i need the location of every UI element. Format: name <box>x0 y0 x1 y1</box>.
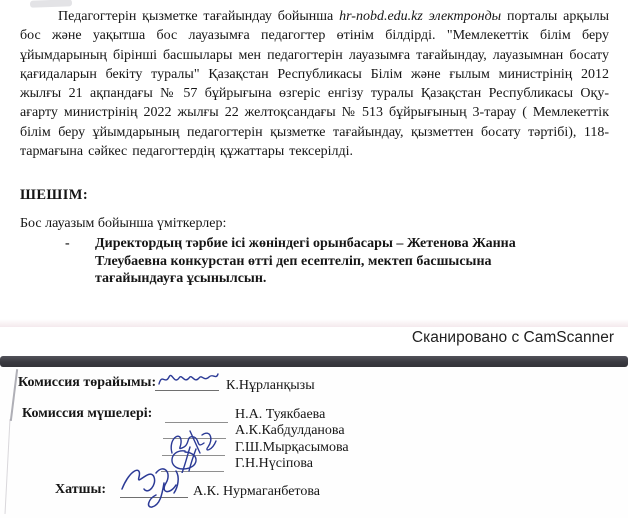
secretary-signature-icon <box>118 461 192 509</box>
camscanner-watermark: Сканировано с CamScanner <box>411 329 614 346</box>
paragraph-text-2: порталы арқылы бос және уақытша бос лауазымға педагогтер өтінім білдірді. "Мемлекеттік білім беру ұйымдарының бірінші басшылары мен педагогтерін лауазымға тағайындау, лауазымнан босату қағидаларын бекіту туралы" Қазақстан Республикасы Білім және ғылым министрінің 2012 жылғы 21 ақпандағы № 57 бұйрығына өзгеріс енгізу туралы Қазақстан Республикасы Оқу-ағарту министрінің 2022 жылғы 22 желтоқсандағы № 513 бұйрығының 3-тарау ( Мемлекеттік білім беру ұйымдарының педагогтерін қызметке тағайындау, қызметтен босату тәртібі), 118-тармағына сәйкес педагогтердің құжаттары тексерілді. <box>20 9 609 160</box>
list-dash: - <box>65 236 70 251</box>
member-signature-line <box>165 408 228 423</box>
paragraph-italic-url: hr-nobd.edu.kz электронды <box>339 9 502 24</box>
decision-item-text: Директордың тәрбие ісі жөніндегі орынбасары – Жетенова Жанна Тлеубаевна конкурстан өтті деп есептеліп, мектеп басшысына тағайындауға ұсынылсын. <box>95 236 516 287</box>
chair-name: К.Нұрланқызы <box>226 378 315 393</box>
main-paragraph <box>20 7 609 161</box>
secretary-label: Хатшы: <box>55 482 107 497</box>
decision-intro: Бос лауазым бойынша үміткерлер: <box>20 216 227 231</box>
page-fold-artifact <box>10 369 18 421</box>
secretary-name: А.К. Нурмаганбетова <box>193 484 320 499</box>
scan-divider-bar <box>0 356 628 367</box>
paragraph-text-1: Педагогтерін қызметке тағайындау бойынша <box>58 9 340 24</box>
member-name: Г.Н.Нүсіпова <box>235 456 313 471</box>
member-name: Г.Ш.Мырқасымова <box>235 440 349 455</box>
decision-list-item <box>65 235 567 288</box>
member-name: Н.А. Туякбаева <box>235 407 326 422</box>
scan-page-2 <box>0 367 628 518</box>
members-label: Комиссия мүшелері: <box>22 406 153 421</box>
scan-edge-smudge <box>0 319 628 327</box>
page-fold-artifact <box>5 419 11 514</box>
member-name: А.К.Кабдулданова <box>235 423 345 438</box>
chair-label: Комиссия төрайымы: <box>18 375 157 390</box>
chair-signature-icon <box>156 368 220 390</box>
decision-heading: ШЕШІМ: <box>20 187 89 203</box>
